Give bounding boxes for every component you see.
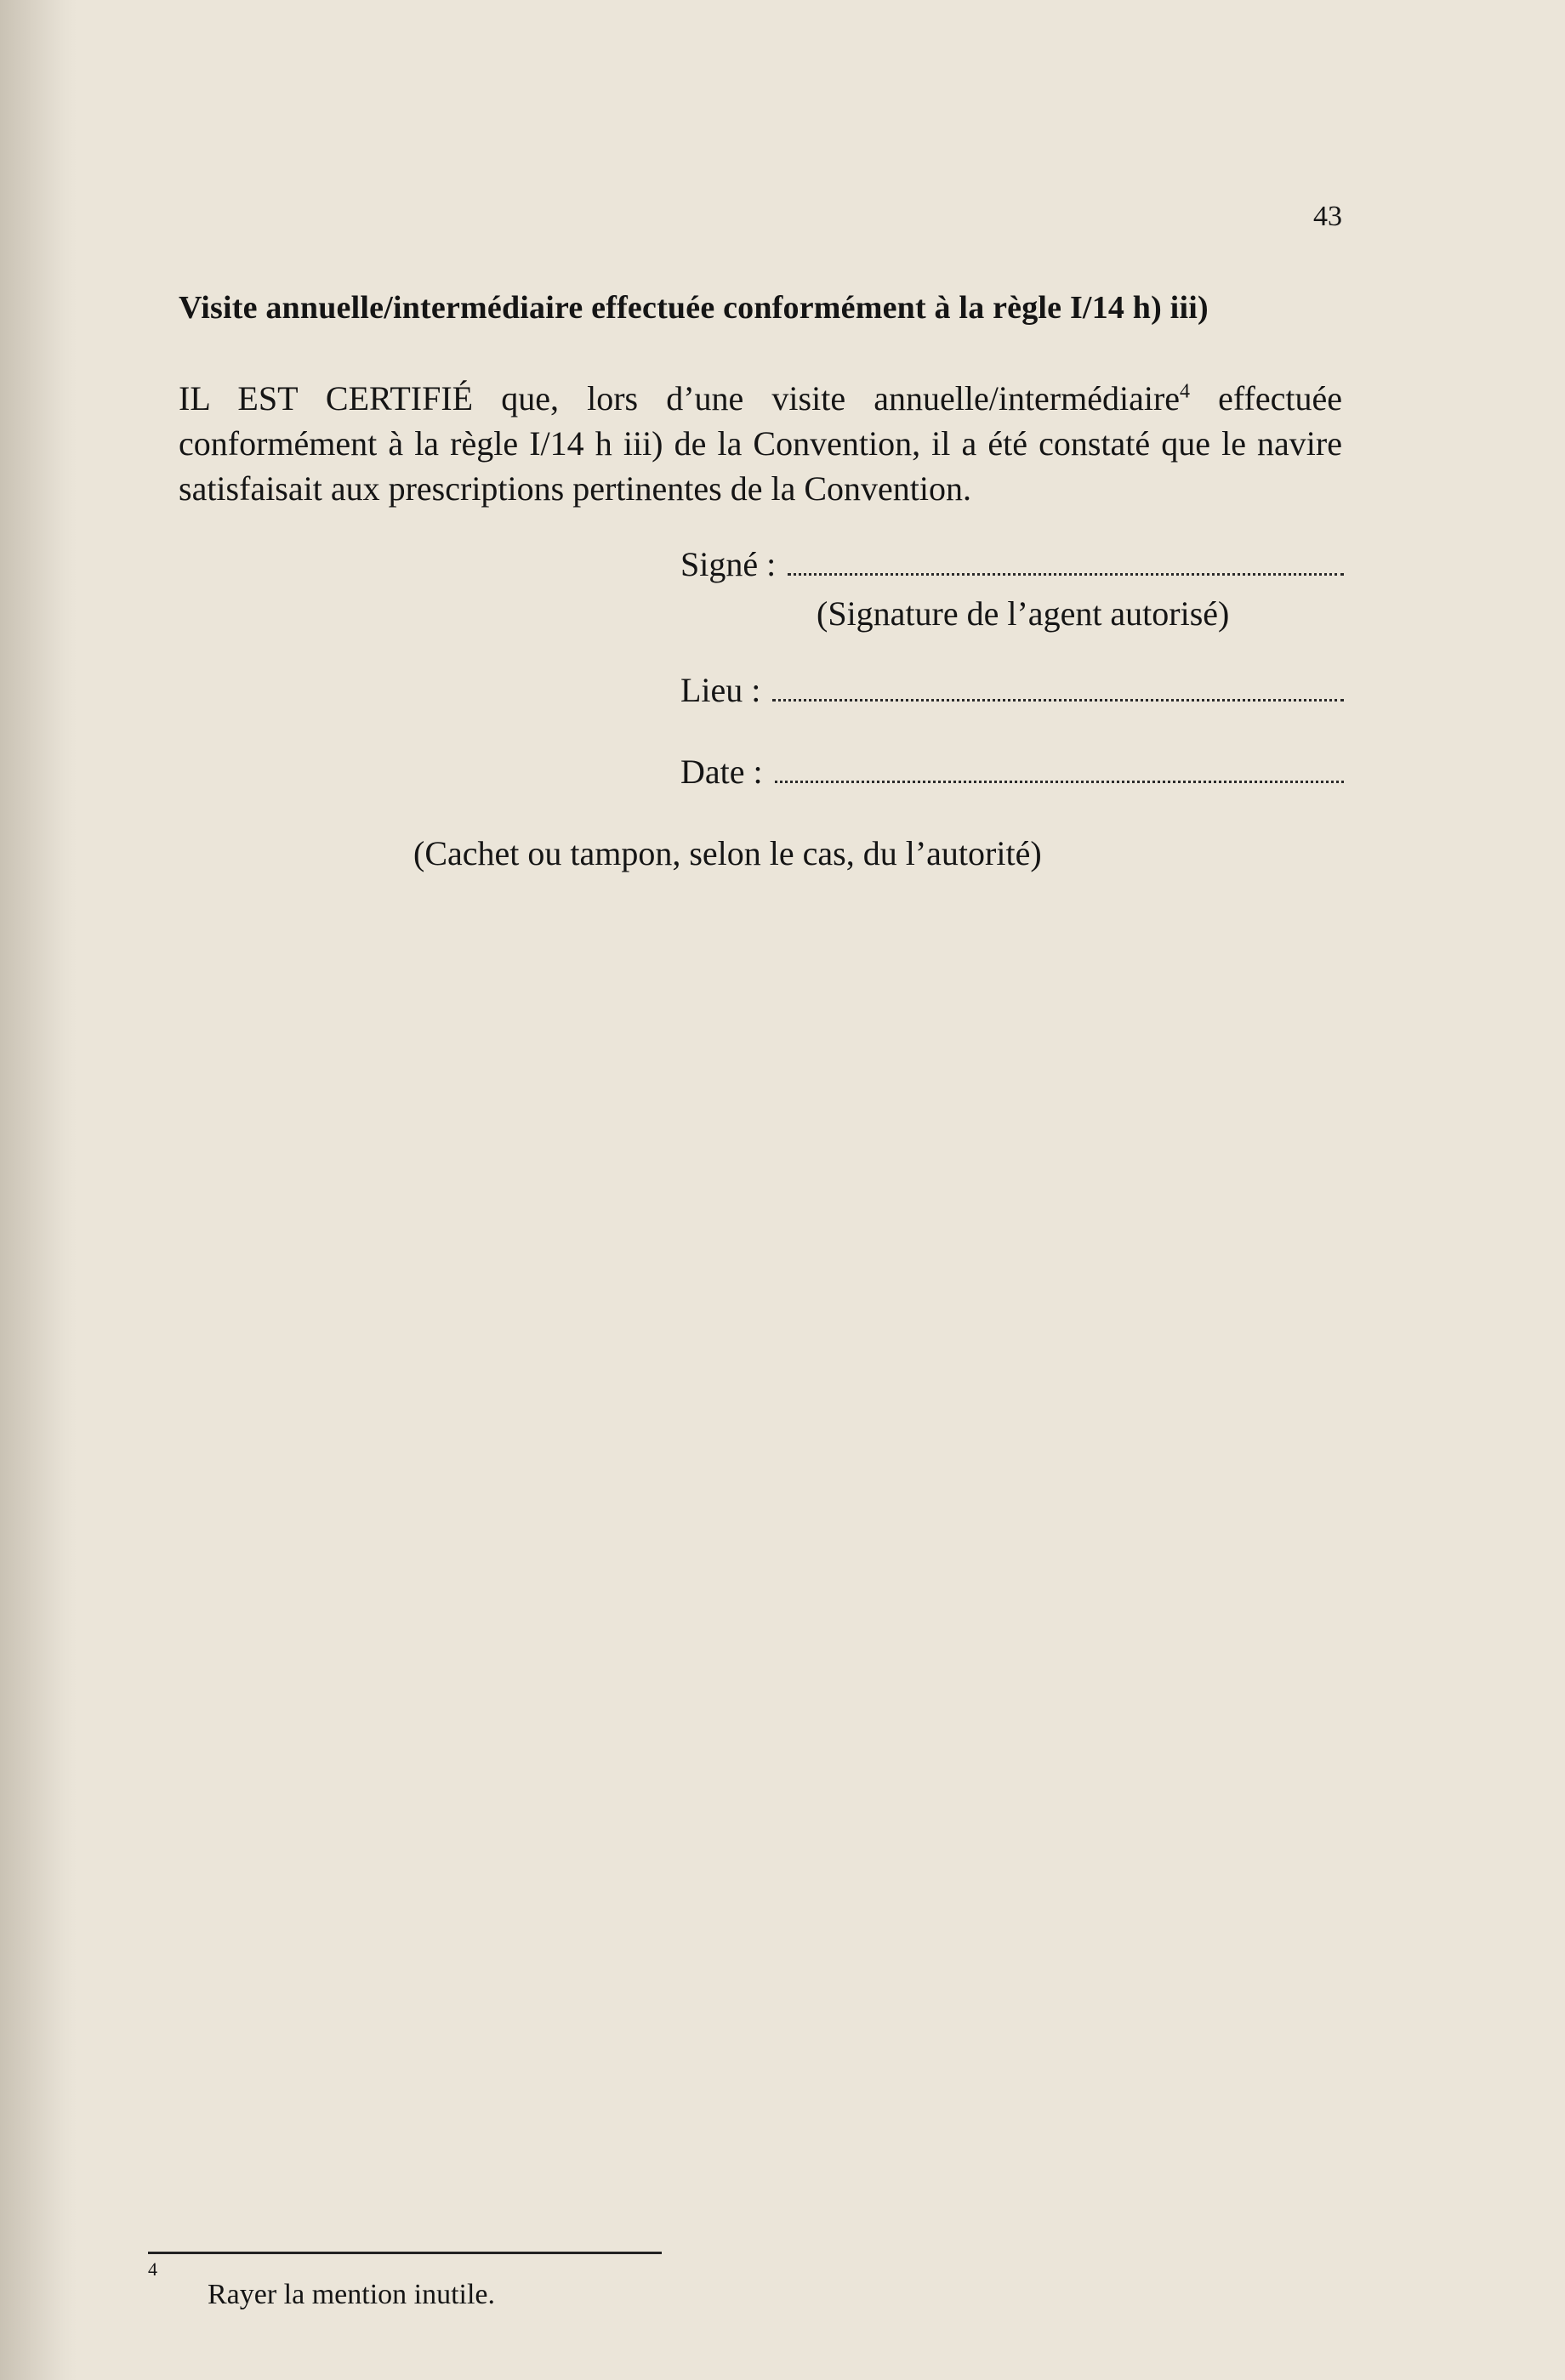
footnote-divider xyxy=(148,2252,662,2254)
signed-label: Signé : xyxy=(680,545,777,583)
section-heading: Visite annuelle/intermédiaire effectuée conformément à la règle I/14 h) iii) xyxy=(179,290,1209,326)
book-spine-shadow xyxy=(0,0,77,2380)
date-field xyxy=(680,752,1344,794)
footnote-mark: 4 xyxy=(148,2258,157,2280)
footnote-reference: 4 xyxy=(1180,380,1191,403)
page-number: 43 xyxy=(1313,201,1342,232)
footnote-text: Rayer la mention inutile. xyxy=(208,2279,496,2310)
certification-paragraph xyxy=(179,376,1342,511)
place-field xyxy=(680,670,1344,713)
signature-caption: (Signature de l’agent autorisé) xyxy=(817,594,1230,633)
date-dotted-line xyxy=(775,758,1344,783)
certification-text-start: IL EST CERTIFIÉ que, lors d’une visite annuelle/intermédiaire xyxy=(179,379,1181,417)
date-label: Date : xyxy=(680,753,763,791)
signed-field xyxy=(680,544,1344,587)
signed-dotted-line xyxy=(788,550,1344,576)
place-dotted-line xyxy=(772,676,1344,702)
place-label: Lieu : xyxy=(680,671,761,709)
certification-text-end: effectuée conformément à la règle I/14 h iii) de la Convention, il a été constaté que le navire satisfaisait aux prescriptions pertinentes de la Convention. xyxy=(179,379,1342,508)
seal-caption: (Cachet ou tampon, selon le cas, du l’autorité) xyxy=(413,834,1042,872)
